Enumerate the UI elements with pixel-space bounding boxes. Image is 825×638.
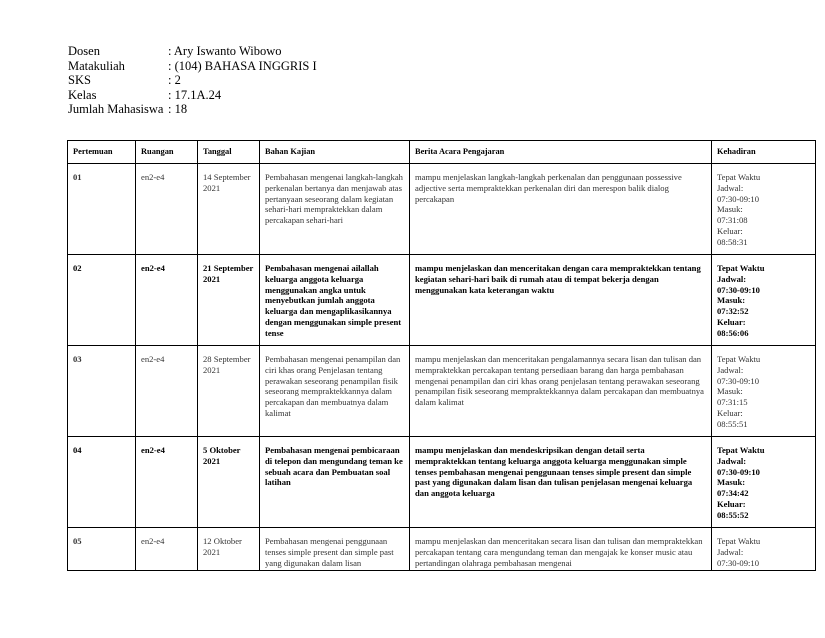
cell-pertemuan: 01 [68, 164, 136, 255]
kehadiran-line: Keluar: [717, 498, 746, 509]
cell-tanggal: 12 Oktober 2021 [198, 528, 260, 571]
cell-kehadiran [712, 437, 816, 528]
kehadiran-line: 07:30-09:10 [717, 466, 760, 477]
cell-kehadiran [712, 346, 816, 437]
kehadiran-status: Tepat Waktu [717, 354, 761, 364]
table-row [68, 164, 816, 255]
header-value: : 17.1A.24 [168, 87, 222, 102]
cell-berita-acara: mampu menjelaskan dan mendeskripsikan dengan detail serta mempraktekkan tentang keluarga anggota keluarga menggunakan simple tenses pembahasan mengenai penggunaan tenses simple present dan simple past yang digunakan dalam lisan dan tulisan penjelasan mengenai keluarga dan anggota keluarga [410, 437, 712, 528]
kehadiran-line: 08:55:51 [717, 418, 748, 429]
kehadiran-line: Masuk: [717, 204, 743, 215]
cell-pertemuan: 03 [68, 346, 136, 437]
cell-ruangan: en2-e4 [136, 437, 198, 528]
kehadiran-line: Jadwal: [717, 273, 747, 284]
kehadiran-line: Keluar: [717, 316, 746, 327]
kehadiran-line: Masuk: [717, 477, 746, 488]
column-header-pertemuan: Pertemuan [68, 141, 136, 164]
kehadiran-status: Tepat Waktu [717, 172, 761, 182]
cell-kehadiran [712, 255, 816, 346]
kehadiran-line: Keluar: [717, 407, 743, 418]
column-header-kehadiran: Kehadiran [712, 141, 816, 164]
header-row-kelas [68, 88, 317, 103]
kehadiran-line: 07:30-09:10 [717, 557, 760, 568]
cell-berita-acara: mampu menjelaskan dan menceritakan pengalamannya secara lisan dan tulisan dan mempraktekkan percakapan tentang persediaan barang dan harga pembahasan mengenai penampilan dan ciri khas orang penjelasan tentang perawakan seseorang penampilan fisik seseorang mempraktekkannya dalam percakapan dan membuatnya dalam kalimat [410, 346, 712, 437]
cell-bahan-kajian: Pembahasan mengenai penampilan dan ciri khas orang Penjelasan tentang perawakan seseorang penampilan fisik seseorang mempraktekkannya dalam percakapan dan membuatnya dalam kalimat [260, 346, 410, 437]
kehadiran-line: Masuk: [717, 295, 746, 306]
cell-ruangan: en2-e4 [136, 528, 198, 571]
table-row [68, 346, 816, 437]
cell-berita-acara: mampu menjelaskan dan menceritakan dengan cara mempraktekkan tentang kegiatan sehari-hari baik di rumah atau di tempat bekerja dengan menggunakan kata keterangan waktu [410, 255, 712, 346]
cell-pertemuan: 05 [68, 528, 136, 571]
cell-kehadiran [712, 164, 816, 255]
kehadiran-status: Tepat Waktu [717, 263, 765, 273]
header-label: Jumlah Mahasiswa [68, 102, 164, 117]
header-label: Matakuliah [68, 58, 125, 73]
kehadiran-line: Jadwal: [717, 546, 744, 557]
cell-tanggal: 14 September 2021 [198, 164, 260, 255]
kehadiran-line: Keluar: [717, 225, 743, 236]
table-row [68, 255, 816, 346]
cell-tanggal: 21 September 2021 [198, 255, 260, 346]
header-value: : Ary Iswanto Wibowo [168, 44, 282, 58]
cell-kehadiran [712, 528, 816, 571]
column-header-tanggal: Tanggal [198, 141, 260, 164]
kehadiran-line: 07:34:42 [717, 488, 749, 499]
cell-tanggal: 5 Oktober 2021 [198, 437, 260, 528]
kehadiran-line: 07:31:15 [717, 397, 748, 408]
table-header-row [68, 141, 816, 164]
header-value: : (104) BAHASA INGGRIS I [168, 58, 317, 73]
cell-berita-acara: mampu menjelaskan langkah-langkah perkenalan dan penggunaan possessive adjective serta mempraktekkan perkenalan diri dan merespon balik dialog percakapan [410, 164, 712, 255]
cell-pertemuan: 02 [68, 255, 136, 346]
column-header-ruangan: Ruangan [136, 141, 198, 164]
header-row-matakuliah [68, 59, 317, 74]
kehadiran-status: Tepat Waktu [717, 445, 765, 455]
cell-bahan-kajian: Pembahasan mengenai ailallah keluarga anggota keluarga menggunakan angka untuk menyebutkan jumlah anggota keluarga dan mengaplikasikannya dengan menggunakan simple present tense [260, 255, 410, 346]
kehadiran-line: 07:30-09:10 [717, 375, 760, 386]
header-label: Dosen [68, 44, 100, 58]
kehadiran-line: 07:31:08 [717, 215, 748, 226]
kehadiran-line: 08:55:52 [717, 509, 749, 520]
teaching-report-table [67, 140, 816, 571]
cell-bahan-kajian: Pembahasan mengenai pembicaraan di telepon dan mengundang teman ke sebuah acara dan Pembuatan soal latihan [260, 437, 410, 528]
header-label: Kelas [68, 87, 97, 102]
column-header-bahan-kajian: Bahan Kajian [260, 141, 410, 164]
cell-ruangan: en2-e4 [136, 346, 198, 437]
header-value: : 18 [168, 102, 188, 117]
cell-tanggal: 28 September 2021 [198, 346, 260, 437]
kehadiran-status: Tepat Waktu [717, 536, 761, 546]
cell-ruangan: en2-e4 [136, 164, 198, 255]
kehadiran-line: 07:32:52 [717, 306, 749, 317]
cell-berita-acara: mampu menjelaskan dan menceritakan secara lisan dan tulisan dan mempraktekkan percakapan tentang cara mengundang teman dan mengajak ke konser music atau pertandingan olahraga pembahasan mengenai [410, 528, 712, 571]
header-label: SKS [68, 73, 91, 88]
table-row [68, 437, 816, 528]
kehadiran-line: Jadwal: [717, 455, 747, 466]
kehadiran-line: 08:56:06 [717, 327, 749, 338]
kehadiran-line: Jadwal: [717, 182, 744, 193]
column-header-berita-acara: Berita Acara Pengajaran [410, 141, 712, 164]
kehadiran-line: 07:30-09:10 [717, 284, 760, 295]
cell-pertemuan: 04 [68, 437, 136, 528]
cell-bahan-kajian: Pembahasan mengenai langkah-langkah perkenalan bertanya dan menjawab atas pertanyaan seseorang dalam kegiatan sehari-hari mempraktekkan dalam percakapan sehari-hari [260, 164, 410, 255]
cell-ruangan: en2-e4 [136, 255, 198, 346]
header-row-sks [68, 73, 317, 88]
kehadiran-line: Jadwal: [717, 364, 744, 375]
header-value: : 2 [168, 73, 181, 88]
header-row-jumlah-mahasiswa [68, 102, 317, 117]
kehadiran-line: 07:30-09:10 [717, 193, 760, 204]
kehadiran-line: 08:58:31 [717, 236, 748, 247]
table-row [68, 528, 816, 571]
header-row-dosen [68, 44, 317, 59]
cell-bahan-kajian: Pembahasan mengenai penggunaan tenses simple present dan simple past yang digunakan dalam lisan [260, 528, 410, 571]
kehadiran-line: Masuk: [717, 386, 743, 397]
report-header [68, 44, 317, 117]
